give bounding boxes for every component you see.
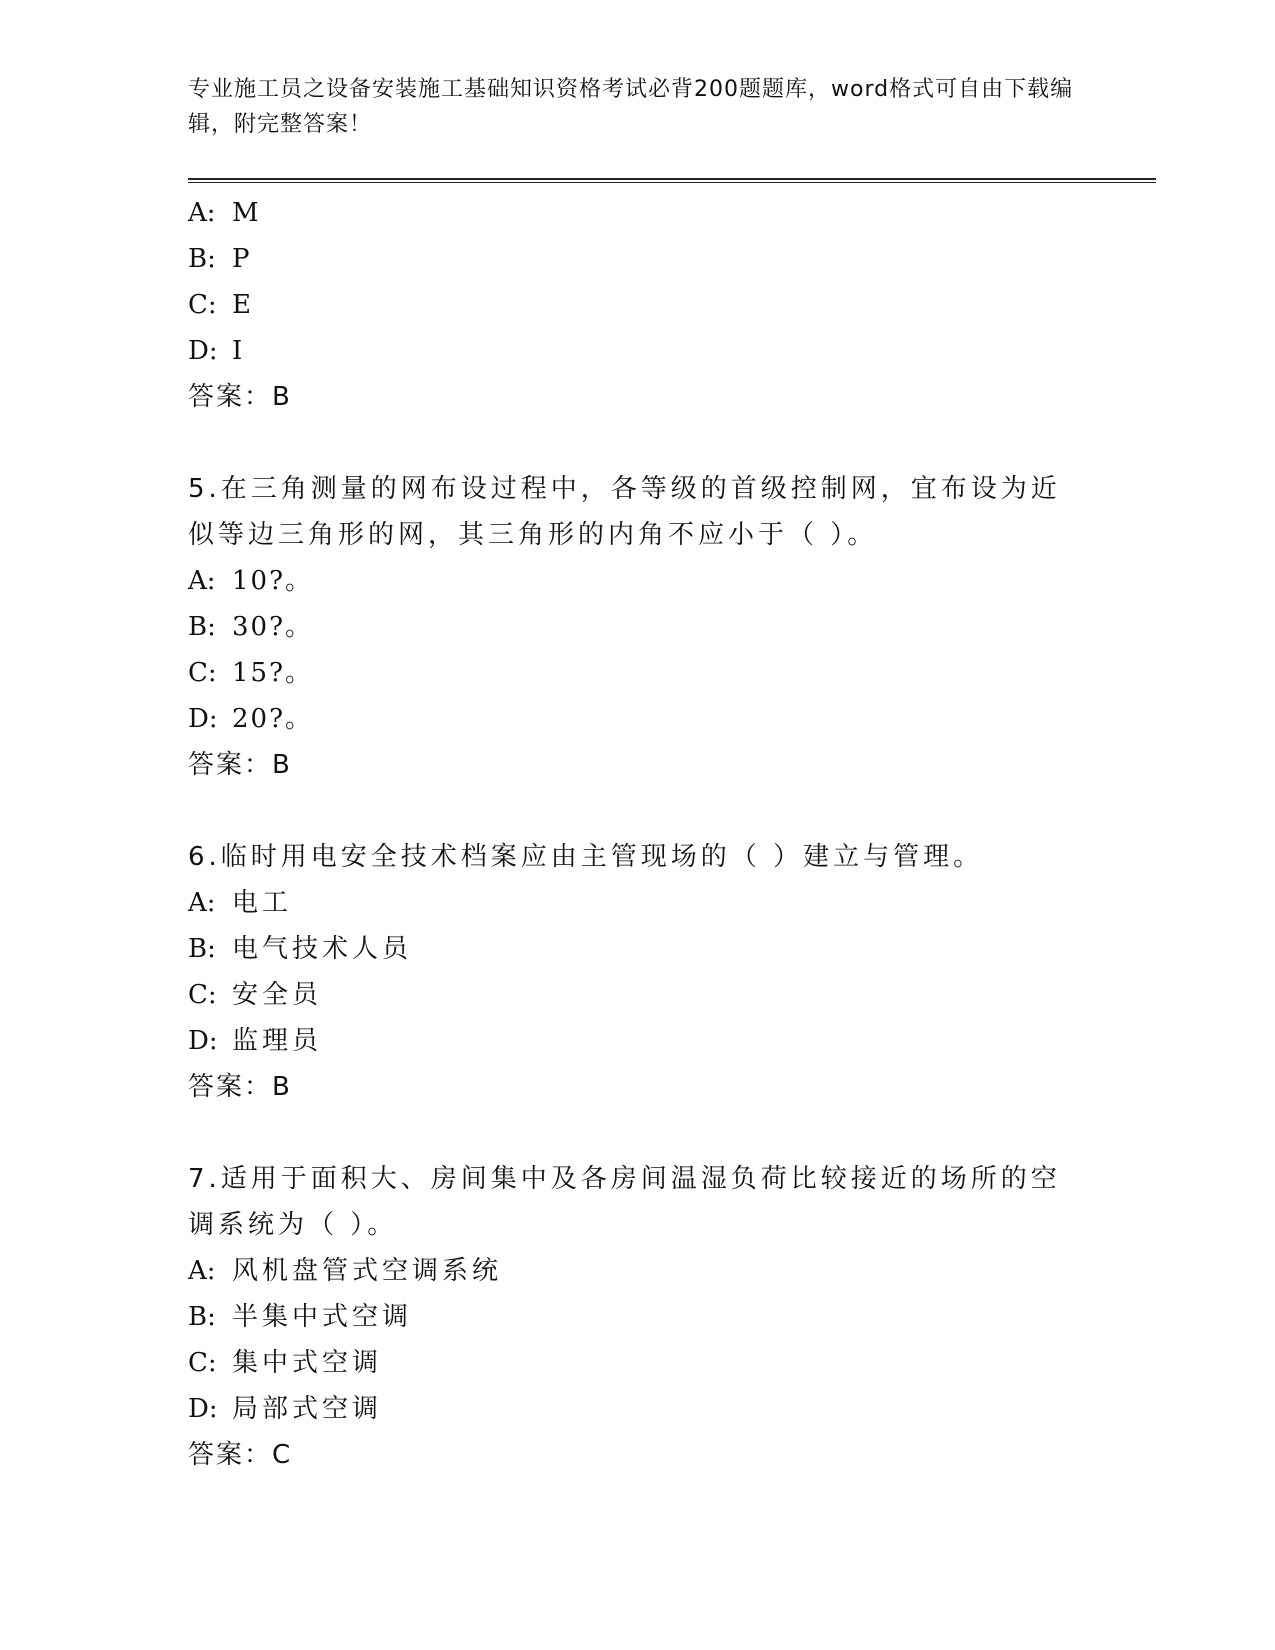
option-text: M bbox=[232, 198, 261, 228]
option-b bbox=[188, 926, 1088, 972]
question-text: 5.在三角测量的网布设过程中，各等级的首级控制网，宜布设为近似等边三角形的网，其三角形的内角不应小于（ ）。 bbox=[188, 474, 1061, 550]
option-text: 集中式空调 bbox=[232, 1348, 383, 1378]
option-a bbox=[188, 190, 1088, 236]
question-text: 7.适用于面积大、房间集中及各房间温湿负荷比较接近的场所的空调系统为（ ）。 bbox=[188, 1164, 1061, 1240]
option-c bbox=[188, 1340, 1088, 1386]
document-title: 专业施工员之设备安装施工基础知识资格考试必背200题题库，word格式可自由下载编辑，附完整答案！ bbox=[188, 77, 1074, 137]
option-text: 20?。 bbox=[232, 704, 314, 734]
answer-line: 答案：C bbox=[188, 1440, 293, 1470]
option-text: I bbox=[232, 336, 245, 366]
option-letter: A: bbox=[188, 888, 216, 918]
option-a bbox=[188, 880, 1088, 926]
option-c bbox=[188, 972, 1088, 1018]
option-letter: B: bbox=[188, 612, 216, 642]
option-c bbox=[188, 650, 1088, 696]
question-4-continued bbox=[188, 190, 1088, 420]
header-divider bbox=[188, 178, 1156, 183]
option-text: 电气技术人员 bbox=[232, 934, 413, 964]
option-d bbox=[188, 328, 1088, 374]
question-text: 6.临时用电安全技术档案应由主管现场的（ ）建立与管理。 bbox=[188, 842, 984, 872]
option-text: P bbox=[232, 244, 252, 274]
option-letter: A: bbox=[188, 566, 216, 596]
option-letter: D: bbox=[188, 1394, 218, 1424]
option-text: 电工 bbox=[232, 888, 293, 918]
option-text: 监理员 bbox=[232, 1026, 323, 1056]
option-letter: C: bbox=[188, 290, 217, 320]
option-text: 局部式空调 bbox=[232, 1394, 383, 1424]
option-letter: D: bbox=[188, 1026, 218, 1056]
option-letter: A: bbox=[188, 1256, 216, 1286]
option-b bbox=[188, 236, 1088, 282]
option-d bbox=[188, 1018, 1088, 1064]
option-text: 30?。 bbox=[232, 612, 314, 642]
answer-line: 答案：B bbox=[188, 382, 292, 412]
option-letter: A: bbox=[188, 198, 216, 228]
option-text: 风机盘管式空调系统 bbox=[232, 1256, 503, 1286]
option-a bbox=[188, 558, 1088, 604]
question-list bbox=[188, 190, 1088, 1478]
option-a bbox=[188, 1248, 1088, 1294]
question-6 bbox=[188, 834, 1088, 1110]
answer-line: 答案：B bbox=[188, 1072, 292, 1102]
option-letter: C: bbox=[188, 658, 217, 688]
option-letter: B: bbox=[188, 244, 216, 274]
question-7 bbox=[188, 1156, 1088, 1478]
option-b bbox=[188, 604, 1088, 650]
option-text: E bbox=[232, 290, 253, 320]
option-letter: D: bbox=[188, 336, 218, 366]
option-letter: C: bbox=[188, 1348, 217, 1378]
option-c bbox=[188, 282, 1088, 328]
option-letter: B: bbox=[188, 934, 216, 964]
option-b bbox=[188, 1294, 1088, 1340]
option-letter: B: bbox=[188, 1302, 216, 1332]
option-text: 15?。 bbox=[232, 658, 314, 688]
option-d bbox=[188, 1386, 1088, 1432]
answer-line: 答案：B bbox=[188, 750, 292, 780]
option-letter: D: bbox=[188, 704, 218, 734]
option-text: 半集中式空调 bbox=[232, 1302, 413, 1332]
question-5 bbox=[188, 466, 1088, 788]
option-letter: C: bbox=[188, 980, 217, 1010]
option-text: 10?。 bbox=[232, 566, 314, 596]
option-d bbox=[188, 696, 1088, 742]
option-text: 安全员 bbox=[232, 980, 323, 1010]
